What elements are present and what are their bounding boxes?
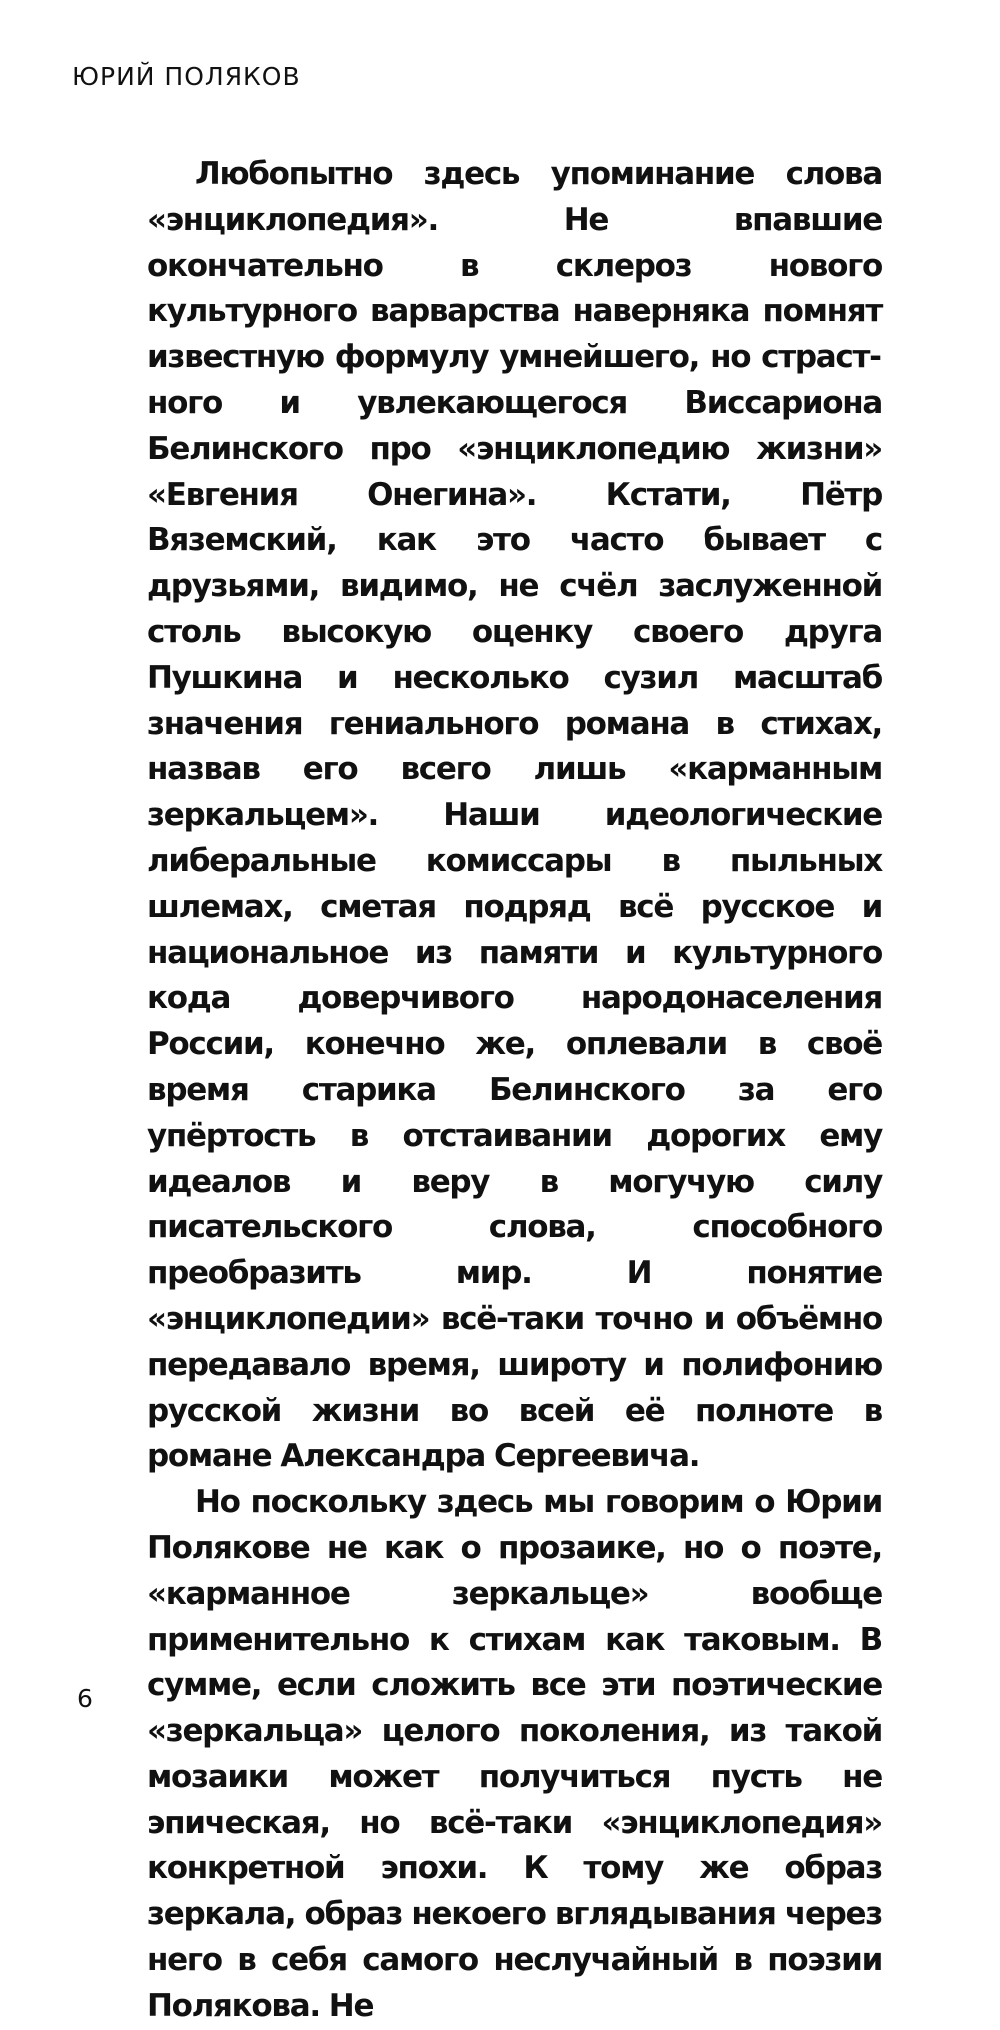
page-number: 6 bbox=[77, 1684, 93, 1713]
paragraph-1: Любопытно здесь упоминание слова «энциклопедия». Не впавшие окончательно в склероз нового культурного варварства наверняка помнят известную формулу умнейшего, но страстного и увлекающегося Виссариона Белинского про «энциклопедию жизни» «Евгения Онегина». Кстати, Пётр Вяземский, как это часто бывает с друзьями, видимо, не счёл заслуженной столь высокую оценку своего друга Пушкина и несколько сузил масштаб значения гениального романа в стихах, назвав его всего лишь «карманным зеркальцем». Наши идеологические либеральные комиссары в пыльных шлемах, сметая подряд всё русское и национальное из памяти и культурного кода доверчивого народонаселения России, конечно же, оплевали в своё время старика Белинского за его упёртость в отстаивании дорогих ему идеалов и веру в могучую силу писательского слова, способного преобразить мир. И понятие «энциклопедии» всё-таки точно и объёмно передавало время, широту и полифонию русской жизни во всей её полноте в романе Александра Сергеевича. bbox=[147, 156, 882, 1475]
body-text bbox=[147, 152, 882, 2030]
running-head-author: ЮРИЙ ПОЛЯКОВ bbox=[72, 62, 301, 91]
paragraph-2: Но поскольку здесь мы говорим о Юрии Полякове не как о прозаике, но о поэте, «карманное зеркальце» вообще применительно к стихам как таковым. В сумме, если сложить все эти поэтические «зеркальца» целого поколения, из такой мозаики может получиться пусть не эпическая, но всё-таки «энциклопедия» конкретной эпохи. К тому же образ зеркала, образ некоего вглядывания через него в себя самого неслучайный в поэзии Полякова. Не bbox=[147, 1484, 882, 2024]
